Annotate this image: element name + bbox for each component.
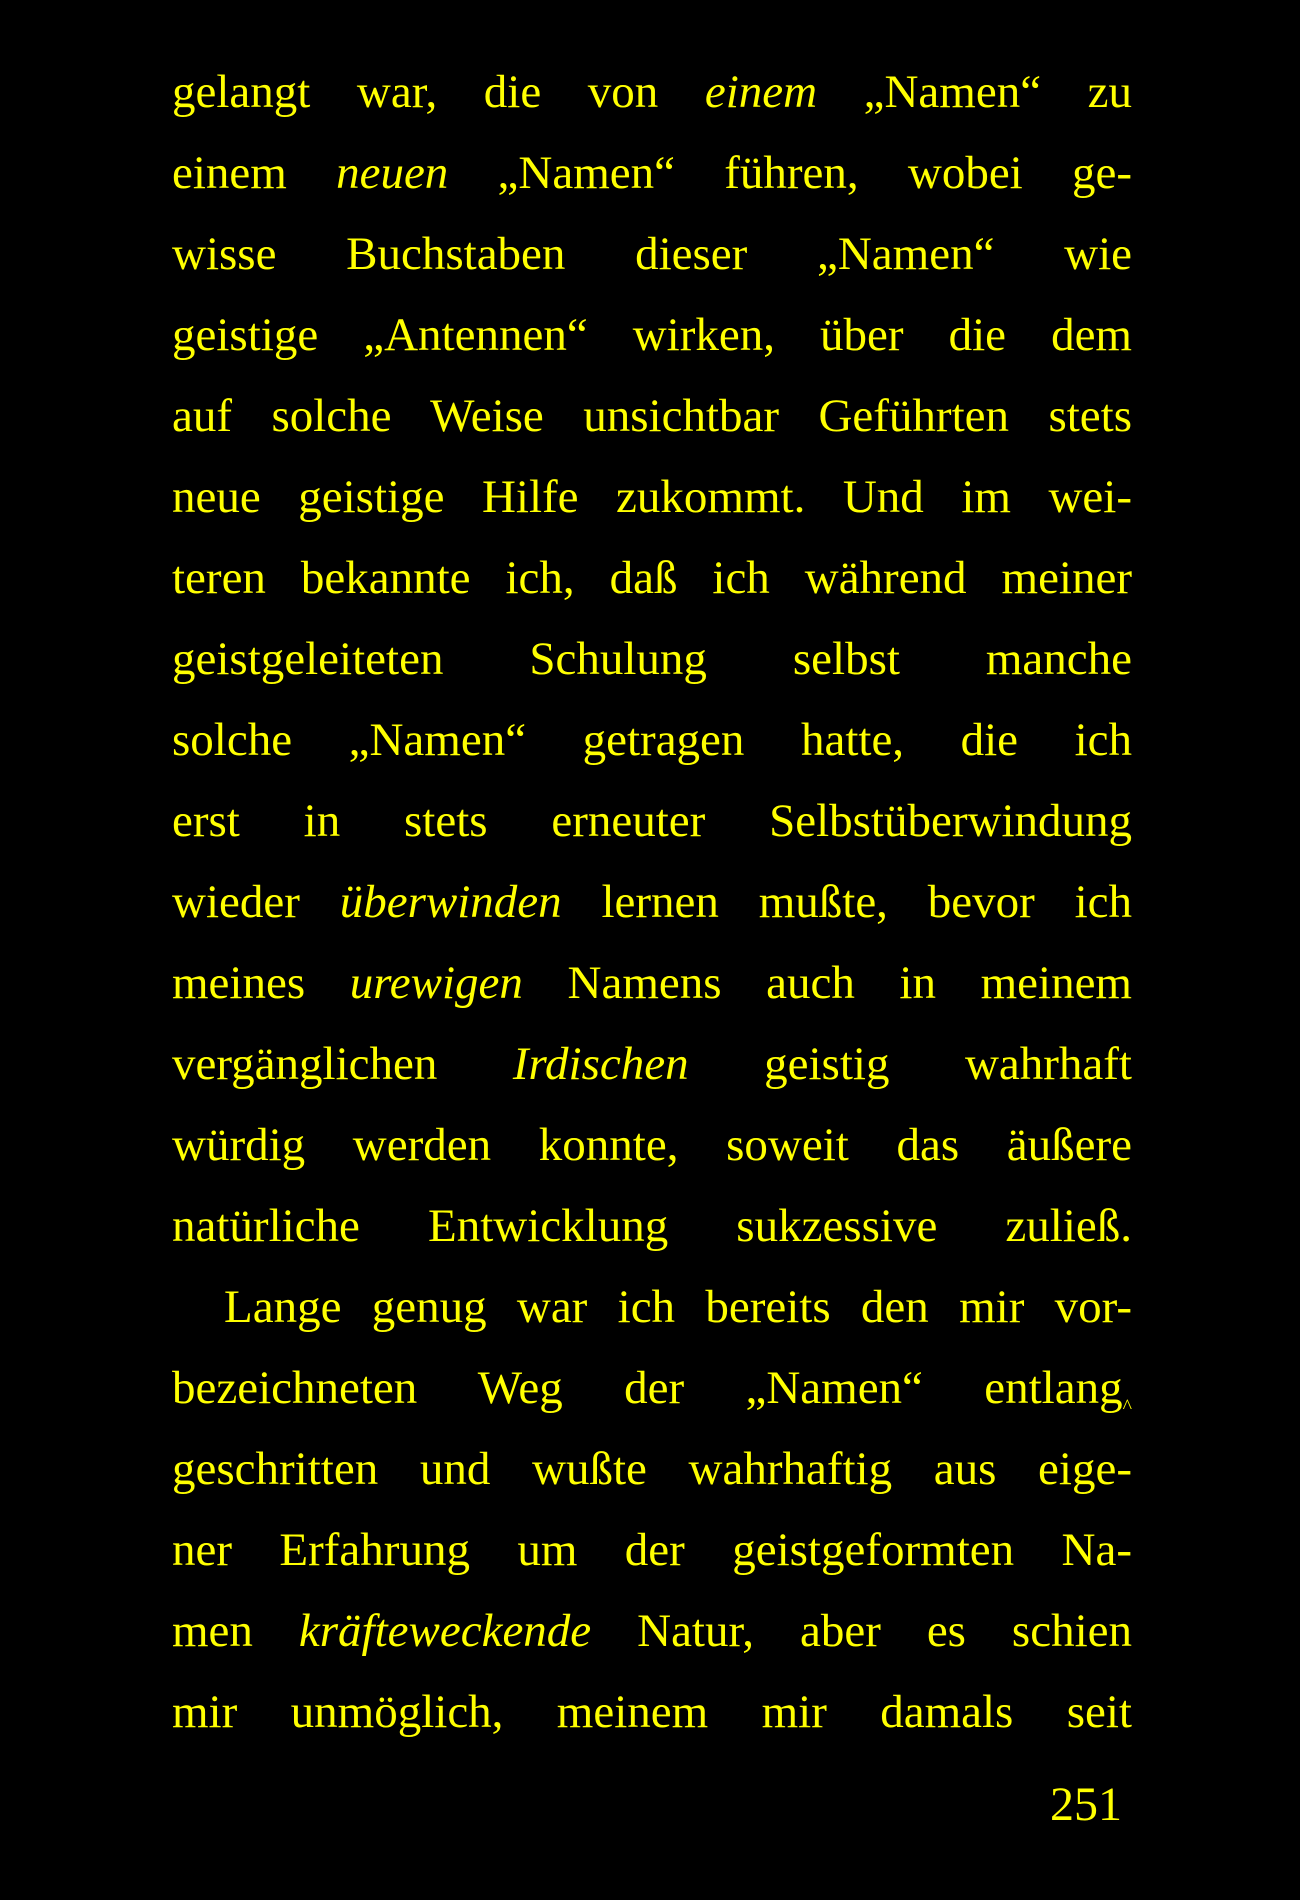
text-run: erst in stets erneuter Selbstüberwindung — [172, 795, 1132, 847]
text-run: einem — [172, 147, 337, 199]
text-run: gelangt war, die von — [172, 66, 705, 118]
text-run: wisse Buchstaben dieser „Namen“ wie — [172, 228, 1132, 280]
text-line — [172, 781, 1132, 862]
text-run: auf solche Weise unsichtbar Geführten stets — [172, 390, 1132, 442]
text-line — [172, 457, 1132, 538]
text-run: ner Erfahrung um der geistgeformten Na- — [172, 1524, 1132, 1576]
text-line — [172, 1429, 1132, 1510]
italic-text: kräfteweckende — [298, 1605, 592, 1657]
text-line — [172, 700, 1132, 781]
text-line — [172, 376, 1132, 457]
text-line — [172, 1105, 1132, 1186]
text-run: „Namen“ führen, wobei ge- — [448, 147, 1132, 199]
text-line — [172, 1672, 1132, 1753]
italic-text: Irdischen — [512, 1038, 689, 1090]
text-run: mir unmöglich, meinem mir damals seit — [172, 1686, 1132, 1738]
text-run: meines — [172, 957, 350, 1009]
text-line — [172, 943, 1132, 1024]
text-run: geistige „Antennen“ wirken, über die dem — [172, 309, 1132, 361]
body-text — [172, 52, 1132, 1753]
insertion-mark: ^ — [1122, 1396, 1132, 1418]
text-line — [172, 538, 1132, 619]
text-run: men — [172, 1605, 299, 1657]
text-line — [172, 295, 1132, 376]
text-run: Natur, aber es schien — [591, 1605, 1132, 1657]
text-line — [172, 1348, 1132, 1429]
page-number: 251 — [1050, 1778, 1122, 1831]
italic-text: einem — [704, 66, 818, 118]
text-line — [172, 1024, 1132, 1105]
text-run: natürliche Entwicklung sukzessive zuließ. — [172, 1200, 1132, 1252]
text-run: Namens auch in meinem — [522, 957, 1132, 1009]
italic-text: neuen — [336, 147, 449, 199]
text-line — [172, 1267, 1132, 1348]
text-run: bezeichneten Weg der „Namen“ entlang — [172, 1362, 1123, 1414]
text-line — [172, 862, 1132, 943]
text-run: teren bekannte ich, daß ich während meiner — [172, 552, 1132, 604]
text-line — [172, 1510, 1132, 1591]
text-line — [172, 1186, 1132, 1267]
italic-text: urewigen — [349, 957, 523, 1009]
text-run: Lange genug war ich bereits den mir vor- — [224, 1281, 1132, 1333]
text-run: lernen mußte, bevor ich — [561, 876, 1133, 928]
text-run: „Namen“ zu — [817, 66, 1132, 118]
text-run: würdig werden konnte, soweit das äußere — [172, 1119, 1132, 1171]
text-line — [172, 133, 1132, 214]
text-run: solche „Namen“ getragen hatte, die ich — [172, 714, 1132, 766]
text-run: geschritten und wußte wahrhaftig aus eige- — [172, 1443, 1132, 1495]
text-run: neue geistige Hilfe zukommt. Und im wei- — [172, 471, 1132, 523]
italic-text: überwinden — [339, 876, 562, 928]
text-run: vergänglichen — [172, 1038, 513, 1090]
text-line — [172, 214, 1132, 295]
text-run: geistig wahrhaft — [688, 1038, 1132, 1090]
text-run: wieder — [172, 876, 340, 928]
text-line — [172, 52, 1132, 133]
text-line — [172, 619, 1132, 700]
text-run: geistgeleiteten Schulung selbst manche — [172, 633, 1132, 685]
text-line — [172, 1591, 1132, 1672]
